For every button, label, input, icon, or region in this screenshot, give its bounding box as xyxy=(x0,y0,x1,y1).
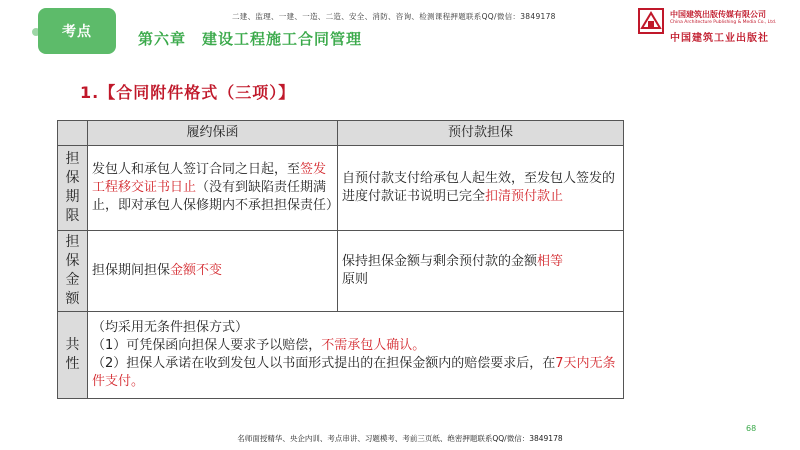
cell-advance-period: 自预付款支付给承包人起生效，至发包人签发的 进度付款证书说明已完全扣清预付款止 xyxy=(338,146,624,231)
publisher-name-en: China Architecture Publishing & Media Co., Ltd. xyxy=(670,20,777,25)
table-row xyxy=(58,231,624,312)
page-number: 68 xyxy=(746,424,757,433)
column-header-advance-payment-guarantee: 预付款担保 xyxy=(338,121,624,146)
footer-contact-note: 名师面授精华、央企内训、考点串讲、习题模考、考前三页纸、绝密押题联系QQ/微信：3849178 xyxy=(237,434,563,443)
publisher-logo-icon xyxy=(638,8,664,34)
topic-badge: 考点 xyxy=(38,8,116,54)
cell-common-features: （均采用无条件担保方式） （1）可凭保函向担保人要求予以赔偿，不需承包人确认。 （2）担保人承诺在收到发包人以书面形式提出的在担保金额内的赔偿要求后，在7天内无条件支付。 xyxy=(88,312,624,399)
guarantee-comparison-table xyxy=(57,120,624,399)
cell-bond-amount: 担保期间担保金额不变 xyxy=(88,231,338,312)
chapter-title: 第六章 建设工程施工合同管理 xyxy=(138,30,363,48)
publisher-logo xyxy=(636,6,796,46)
table-row xyxy=(58,312,624,399)
row-header-guarantee-period: 担 保 期 限 xyxy=(58,146,88,231)
table-header-row xyxy=(58,121,624,146)
row-header-guarantee-amount: 担 保 金 额 xyxy=(58,231,88,312)
publisher-name: 中国建筑出版传媒有限公司 xyxy=(670,10,766,19)
cell-bond-period: 发包人和承包人签订合同之日起，至签发工程移交证书日止（没有到缺陷责任期满止，即对承包人保修期内不承担担保责任） xyxy=(88,146,338,231)
press-name: 中国建筑工业出版社 xyxy=(670,33,769,44)
column-header-performance-bond: 履约保函 xyxy=(88,121,338,146)
top-contact-note: 二建、监理、一建、一造、二造、安全、消防、咨询、检测课程押题联系QQ/微信：3849178 xyxy=(232,12,556,21)
cell-advance-amount: 保持担保金额与剩余预付款的金额相等 原则 xyxy=(338,231,624,312)
table-row xyxy=(58,146,624,231)
row-header-common-features: 共 性 xyxy=(58,312,88,399)
section-title: 1.【合同附件格式（三项）】 xyxy=(80,83,296,102)
table-corner-cell xyxy=(58,121,88,146)
